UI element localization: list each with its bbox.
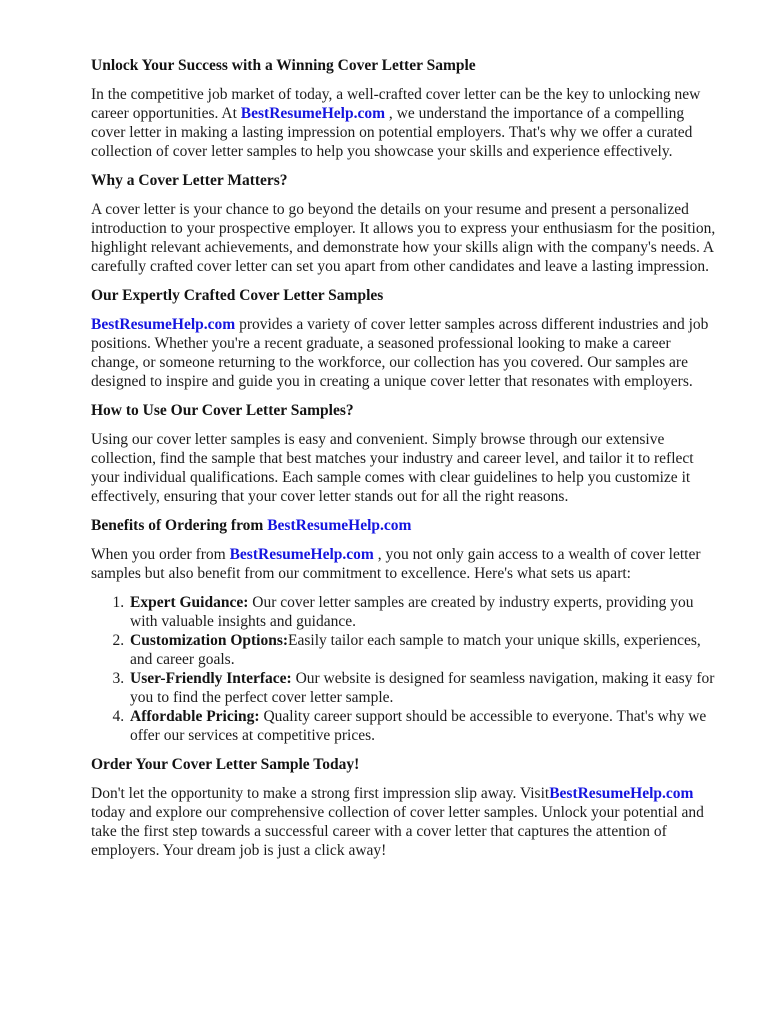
- list-item-affordable-pricing: [128, 707, 718, 745]
- brand-link[interactable]: BestResumeHelp.com: [240, 105, 386, 122]
- brand-link[interactable]: BestResumeHelp.com: [549, 785, 694, 802]
- brand-link[interactable]: BestResumeHelp.com: [91, 316, 236, 333]
- bold-lead-text: Affordable Pricing:: [130, 708, 260, 725]
- section-paragraph-how-to-use: [91, 430, 718, 506]
- section-heading-order-today: [91, 755, 718, 774]
- section-paragraph-order-today: [91, 784, 718, 860]
- text-run: Our cover letter samples are created by industry experts, providing you with valuable insights and guidance.: [130, 594, 694, 630]
- list-item-user-friendly-interface: [128, 669, 718, 707]
- section-heading-benefits: [91, 516, 718, 535]
- document-body: [91, 56, 718, 860]
- text-run: , we understand the importance of a compelling cover letter in making a lasting impression on potential employers. That's why we offer a curated collection of cover letter samples to help you showcase your skills and experience effectively.: [91, 105, 693, 160]
- text-run: Benefits of Ordering from: [91, 517, 268, 534]
- section-paragraph-benefits: [91, 545, 718, 583]
- text-run: Easily tailor each sample to match your unique skills, experiences, and career goals.: [130, 632, 701, 668]
- intro-paragraph: [91, 85, 718, 161]
- text-run: Order Your Cover Letter Sample Today!: [91, 756, 360, 773]
- bold-lead-text: User-Friendly Interface:: [130, 670, 292, 687]
- bold-lead-text: Customization Options:: [130, 632, 289, 649]
- text-run: A cover letter is your chance to go beyond the details on your resume and present a personalized introduction to your prospective employer. It allows you to express your enthusiasm for the position, highlight relevant achievements, and demonstrate how your skills align with the company's needs. A carefully crafted cover letter can set you apart from other candidates and leave a lasting impression.: [91, 201, 716, 275]
- brand-link[interactable]: BestResumeHelp.com: [229, 546, 374, 563]
- text-run: today and explore our comprehensive collection of cover letter samples. Unlock your potential and take the first step towards a successful career with a cover letter that captures the attention of employers. Your dream job is just a click away!: [91, 804, 704, 859]
- text-run: Quality career support should be accessible to everyone. That's why we offer our services at competitive prices.: [130, 708, 707, 744]
- section-heading-samples: [91, 286, 718, 305]
- section-heading-why-matters: [91, 171, 718, 190]
- text-run: Our website is designed for seamless navigation, making it easy for you to find the perfect cover letter sample.: [130, 670, 715, 706]
- text-run: In the competitive job market of today, a well-crafted cover letter can be the key to unlocking new career opportunities. At: [91, 86, 701, 122]
- text-run: Why a Cover Letter Matters?: [91, 172, 288, 189]
- text-run: , you not only gain access to a wealth of cover letter samples but also benefit from our commitment to excellence. Here's what sets us apart:: [91, 546, 701, 582]
- text-run: When you order from: [91, 546, 230, 563]
- list-item-customization-options: [128, 631, 718, 669]
- bold-lead-text: Expert Guidance:: [130, 594, 249, 611]
- section-heading-how-to-use: [91, 401, 718, 420]
- list-item-expert-guidance: [128, 593, 718, 631]
- brand-link[interactable]: BestResumeHelp.com: [267, 517, 412, 534]
- text-run: Our Expertly Crafted Cover Letter Samples: [91, 287, 384, 304]
- text-run: provides a variety of cover letter samples across different industries and job positions. Whether you're a recent graduate, a seasoned professional looking to make a career change, or someone returning to the workforce, our collection has you covered. Our samples are designed to inspire and guide you in creating a unique cover letter that resonates with employers.: [91, 316, 709, 390]
- text-run: Don't let the opportunity to make a strong first impression slip away. Visit: [91, 785, 550, 802]
- section-paragraph-why-matters: [91, 200, 718, 276]
- document-title: Unlock Your Success with a Winning Cover Letter Sample: [91, 57, 476, 74]
- section-paragraph-samples: [91, 315, 718, 391]
- text-run: How to Use Our Cover Letter Samples?: [91, 402, 354, 419]
- benefits-list: [91, 593, 718, 745]
- text-run: Using our cover letter samples is easy and convenient. Simply browse through our extensive collection, find the sample that best matches your industry and career level, and tailor it to reflect your individual qualifications. Each sample comes with clear guidelines to help you customize it effectively, ensuring that your cover letter stands out for all the right reasons.: [91, 431, 694, 505]
